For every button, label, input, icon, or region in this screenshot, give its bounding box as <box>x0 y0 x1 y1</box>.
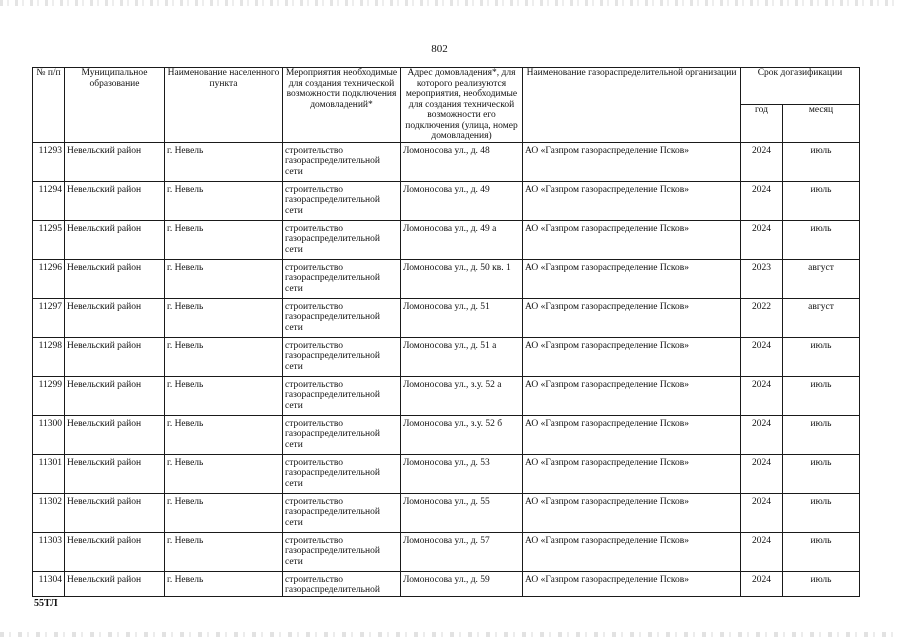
locality-cell: г. Невель <box>165 298 283 337</box>
header-month: месяц <box>783 105 860 142</box>
year-cell: 2022 <box>741 298 783 337</box>
header-year: год <box>741 105 783 142</box>
address-cell: Ломоносова ул., з.у. 52 а <box>401 376 523 415</box>
address-cell: Ломоносова ул., д. 53 <box>401 454 523 493</box>
locality-cell: г. Невель <box>165 415 283 454</box>
year-cell: 2024 <box>741 571 783 596</box>
year-cell: 2023 <box>741 259 783 298</box>
page-number: 802 <box>431 43 448 55</box>
month-cell: июль <box>783 220 860 259</box>
table-row <box>33 337 860 376</box>
municipality-cell: Невельский район <box>65 142 165 181</box>
municipality-cell: Невельский район <box>65 220 165 259</box>
measures-cell: строительство газораспределительной сети <box>283 415 401 454</box>
scan-edge-top <box>0 0 899 6</box>
month-cell: июль <box>783 493 860 532</box>
organization-cell: АО «Газпром газораспределение Псков» <box>523 532 741 571</box>
locality-cell: г. Невель <box>165 220 283 259</box>
row-number: 11301 <box>33 454 65 493</box>
row-number: 11303 <box>33 532 65 571</box>
locality-cell: г. Невель <box>165 142 283 181</box>
locality-cell: г. Невель <box>165 181 283 220</box>
table-row <box>33 220 860 259</box>
address-cell: Ломоносова ул., д. 57 <box>401 532 523 571</box>
month-cell: июль <box>783 376 860 415</box>
row-number: 11295 <box>33 220 65 259</box>
measures-cell: строительство газораспределительной <box>283 571 401 596</box>
year-cell: 2024 <box>741 181 783 220</box>
month-cell: июль <box>783 181 860 220</box>
scan-edge-bottom <box>0 632 899 637</box>
table-row <box>33 181 860 220</box>
footer-code: 55ТЛ <box>34 598 58 609</box>
measures-cell: строительство газораспределительной сети <box>283 376 401 415</box>
locality-cell: г. Невель <box>165 493 283 532</box>
header-measures: Мероприятия необходимые для создания технической возможности подключения домовладений* <box>283 68 401 143</box>
row-number: 11302 <box>33 493 65 532</box>
row-number: 11293 <box>33 142 65 181</box>
municipality-cell: Невельский район <box>65 493 165 532</box>
gasification-table <box>32 67 860 597</box>
measures-cell: строительство газораспределительной сети <box>283 337 401 376</box>
measures-cell: строительство газораспределительной сети <box>283 298 401 337</box>
municipality-cell: Невельский район <box>65 337 165 376</box>
address-cell: Ломоносова ул., д. 49 <box>401 181 523 220</box>
table-row <box>33 259 860 298</box>
address-cell: Ломоносова ул., д. 50 кв. 1 <box>401 259 523 298</box>
month-cell: июль <box>783 571 860 596</box>
municipality-cell: Невельский район <box>65 571 165 596</box>
header-municipality: Муниципальное образование <box>65 68 165 143</box>
municipality-cell: Невельский район <box>65 376 165 415</box>
locality-cell: г. Невель <box>165 376 283 415</box>
municipality-cell: Невельский район <box>65 415 165 454</box>
organization-cell: АО «Газпром газораспределение Псков» <box>523 376 741 415</box>
table-row <box>33 415 860 454</box>
measures-cell: строительство газораспределительной сети <box>283 181 401 220</box>
municipality-cell: Невельский район <box>65 454 165 493</box>
row-number: 11296 <box>33 259 65 298</box>
table-row <box>33 493 860 532</box>
organization-cell: АО «Газпром газораспределение Псков» <box>523 259 741 298</box>
month-cell: июль <box>783 454 860 493</box>
row-number: 11304 <box>33 571 65 596</box>
header-deadline: Срок догазификации <box>741 68 860 105</box>
measures-cell: строительство газораспределительной сети <box>283 142 401 181</box>
measures-cell: строительство газораспределительной сети <box>283 493 401 532</box>
year-cell: 2024 <box>741 337 783 376</box>
municipality-cell: Невельский район <box>65 259 165 298</box>
row-number: 11297 <box>33 298 65 337</box>
row-number: 11299 <box>33 376 65 415</box>
address-cell: Ломоносова ул., д. 51 <box>401 298 523 337</box>
year-cell: 2024 <box>741 493 783 532</box>
organization-cell: АО «Газпром газораспределение Псков» <box>523 298 741 337</box>
table-row <box>33 298 860 337</box>
measures-cell: строительство газораспределительной сети <box>283 532 401 571</box>
header-address: Адрес домовладения*, для которого реализуются мероприятия, необходимые для создания технической возможности его подключения (улица, номер домовладения) <box>401 68 523 143</box>
locality-cell: г. Невель <box>165 337 283 376</box>
year-cell: 2024 <box>741 376 783 415</box>
table-body <box>33 142 860 596</box>
locality-cell: г. Невель <box>165 532 283 571</box>
row-number: 11298 <box>33 337 65 376</box>
month-cell: июль <box>783 532 860 571</box>
table-row <box>33 532 860 571</box>
address-cell: Ломоносова ул., д. 51 а <box>401 337 523 376</box>
municipality-cell: Невельский район <box>65 298 165 337</box>
organization-cell: АО «Газпром газораспределение Псков» <box>523 454 741 493</box>
locality-cell: г. Невель <box>165 259 283 298</box>
address-cell: Ломоносова ул., з.у. 52 б <box>401 415 523 454</box>
organization-cell: АО «Газпром газораспределение Псков» <box>523 181 741 220</box>
address-cell: Ломоносова ул., д. 55 <box>401 493 523 532</box>
measures-cell: строительство газораспределительной сети <box>283 454 401 493</box>
measures-cell: строительство газораспределительной сети <box>283 220 401 259</box>
month-cell: июль <box>783 337 860 376</box>
organization-cell: АО «Газпром газораспределение Псков» <box>523 337 741 376</box>
organization-cell: АО «Газпром газораспределение Псков» <box>523 142 741 181</box>
header-organization: Наименование газораспределительной организации <box>523 68 741 143</box>
month-cell: июль <box>783 415 860 454</box>
organization-cell: АО «Газпром газораспределение Псков» <box>523 571 741 596</box>
municipality-cell: Невельский район <box>65 181 165 220</box>
month-cell: август <box>783 298 860 337</box>
table-row <box>33 142 860 181</box>
address-cell: Ломоносова ул., д. 59 <box>401 571 523 596</box>
year-cell: 2024 <box>741 532 783 571</box>
table-row <box>33 376 860 415</box>
year-cell: 2024 <box>741 454 783 493</box>
address-cell: Ломоносова ул., д. 49 а <box>401 220 523 259</box>
municipality-cell: Невельский район <box>65 532 165 571</box>
header-locality: Наименование населенного пункта <box>165 68 283 143</box>
table-row <box>33 571 860 596</box>
month-cell: июль <box>783 142 860 181</box>
organization-cell: АО «Газпром газораспределение Псков» <box>523 415 741 454</box>
locality-cell: г. Невель <box>165 454 283 493</box>
year-cell: 2024 <box>741 142 783 181</box>
table-row <box>33 454 860 493</box>
address-cell: Ломоносова ул., д. 48 <box>401 142 523 181</box>
year-cell: 2024 <box>741 415 783 454</box>
row-number: 11300 <box>33 415 65 454</box>
month-cell: август <box>783 259 860 298</box>
row-number: 11294 <box>33 181 65 220</box>
organization-cell: АО «Газпром газораспределение Псков» <box>523 493 741 532</box>
locality-cell: г. Невель <box>165 571 283 596</box>
year-cell: 2024 <box>741 220 783 259</box>
organization-cell: АО «Газпром газораспределение Псков» <box>523 220 741 259</box>
header-num: № п/п <box>33 68 65 143</box>
measures-cell: строительство газораспределительной сети <box>283 259 401 298</box>
